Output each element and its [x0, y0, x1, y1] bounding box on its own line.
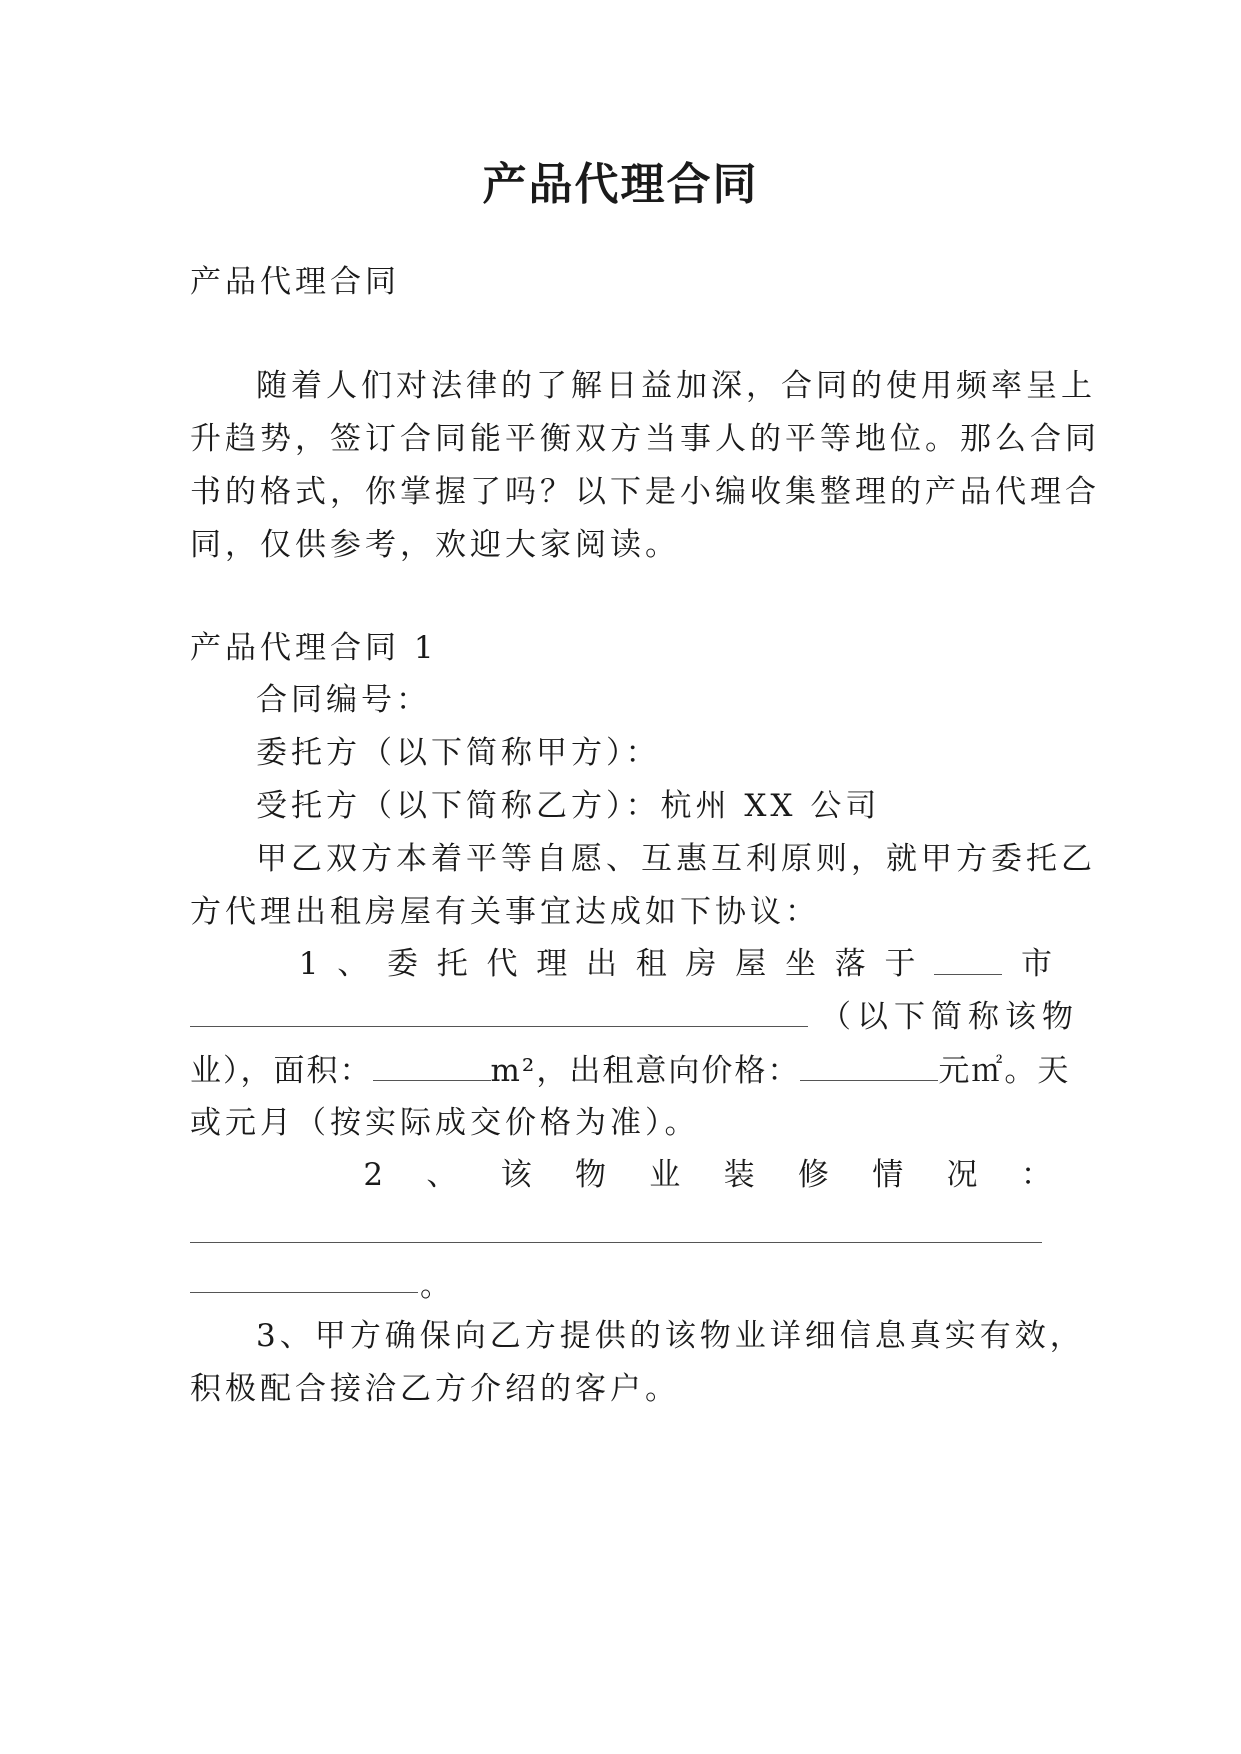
area-label: 业），面积：	[190, 1053, 373, 1089]
price-label: m²，出租意向价格：	[490, 1053, 801, 1089]
clause2-char: 该	[500, 1157, 532, 1193]
clause1-line-4: 或元月（按实际成交价格为准）。	[190, 1105, 700, 1141]
agreement-intro-line-2: 方代理出租房屋有关事宜达成如下协议：	[190, 894, 820, 930]
intro-line-1: 随着人们对法律的了解日益加深，合同的使用频率呈上	[256, 368, 1096, 404]
area-blank	[373, 1050, 491, 1081]
clause1-char: 、	[337, 946, 369, 982]
party-a-label: 委托方（以下简称甲方）：	[256, 735, 661, 771]
clause1-char: 托	[436, 946, 468, 982]
clause2-line-1	[190, 1155, 1052, 1195]
decoration-blank-line-1	[190, 1242, 1042, 1243]
clause2-end: 。	[420, 1268, 455, 1304]
clause2-char: 情	[872, 1157, 904, 1193]
price-blank	[800, 1050, 938, 1081]
city-suffix: 市	[1020, 946, 1052, 982]
clause1-char: 坐	[784, 946, 816, 982]
clause1-char: 委	[386, 946, 418, 982]
decoration-blank-line-2	[190, 1292, 418, 1293]
party-b-label: 受托方（以下简称乙方）：杭州 XX 公司	[256, 788, 881, 824]
document-title: 产品代理合同	[482, 159, 759, 210]
clause1-line-2-suffix: （以下简称该物	[820, 999, 1079, 1035]
clause1-char: 租	[635, 946, 667, 982]
clause1-char: 出	[585, 946, 617, 982]
clause1-char: 房	[685, 946, 717, 982]
address-blank	[190, 1026, 808, 1027]
contract-number-label: 合同编号：	[256, 682, 431, 718]
intro-line-4: 同，仅供参考，欢迎大家阅读。	[190, 527, 680, 563]
clause1-line-3	[190, 1050, 1070, 1091]
clause2-char: 业	[649, 1157, 681, 1193]
clause3-line-1: 3、甲方确保向乙方提供的该物业详细信息真实有效，	[256, 1318, 1085, 1354]
intro-line-3: 书的格式，你掌握了吗？以下是小编收集整理的产品代理合	[190, 474, 1100, 510]
clause1-char: 代	[486, 946, 518, 982]
city-blank	[934, 944, 1002, 975]
clause1-char: 理	[536, 946, 568, 982]
agreement-intro-line-1: 甲乙双方本着平等自愿、互惠互利原则，就甲方委托乙	[256, 841, 1096, 877]
clause2-char: 装	[723, 1157, 755, 1193]
clause2-char: 物	[574, 1157, 606, 1193]
clause3-line-2: 积极配合接洽乙方介绍的客户。	[190, 1371, 680, 1407]
clause2-char: ：	[1020, 1157, 1052, 1193]
clause1-char: 落	[834, 946, 866, 982]
clause1-char: 于	[884, 946, 916, 982]
clause2-char: 2	[363, 1157, 384, 1193]
subtitle: 产品代理合同	[190, 264, 400, 300]
clause1-line-1	[190, 944, 1052, 984]
clause2-char: 况	[946, 1157, 978, 1193]
contract-heading: 产品代理合同 1	[190, 630, 438, 666]
clause1-char: 1	[298, 946, 319, 982]
intro-line-2: 升趋势，签订合同能平衡双方当事人的平等地位。那么合同	[190, 421, 1100, 457]
clause2-char: 、	[426, 1157, 458, 1193]
clause1-char: 屋	[735, 946, 767, 982]
price-unit: 元㎡。天	[938, 1053, 1071, 1089]
clause2-char: 修	[797, 1157, 829, 1193]
